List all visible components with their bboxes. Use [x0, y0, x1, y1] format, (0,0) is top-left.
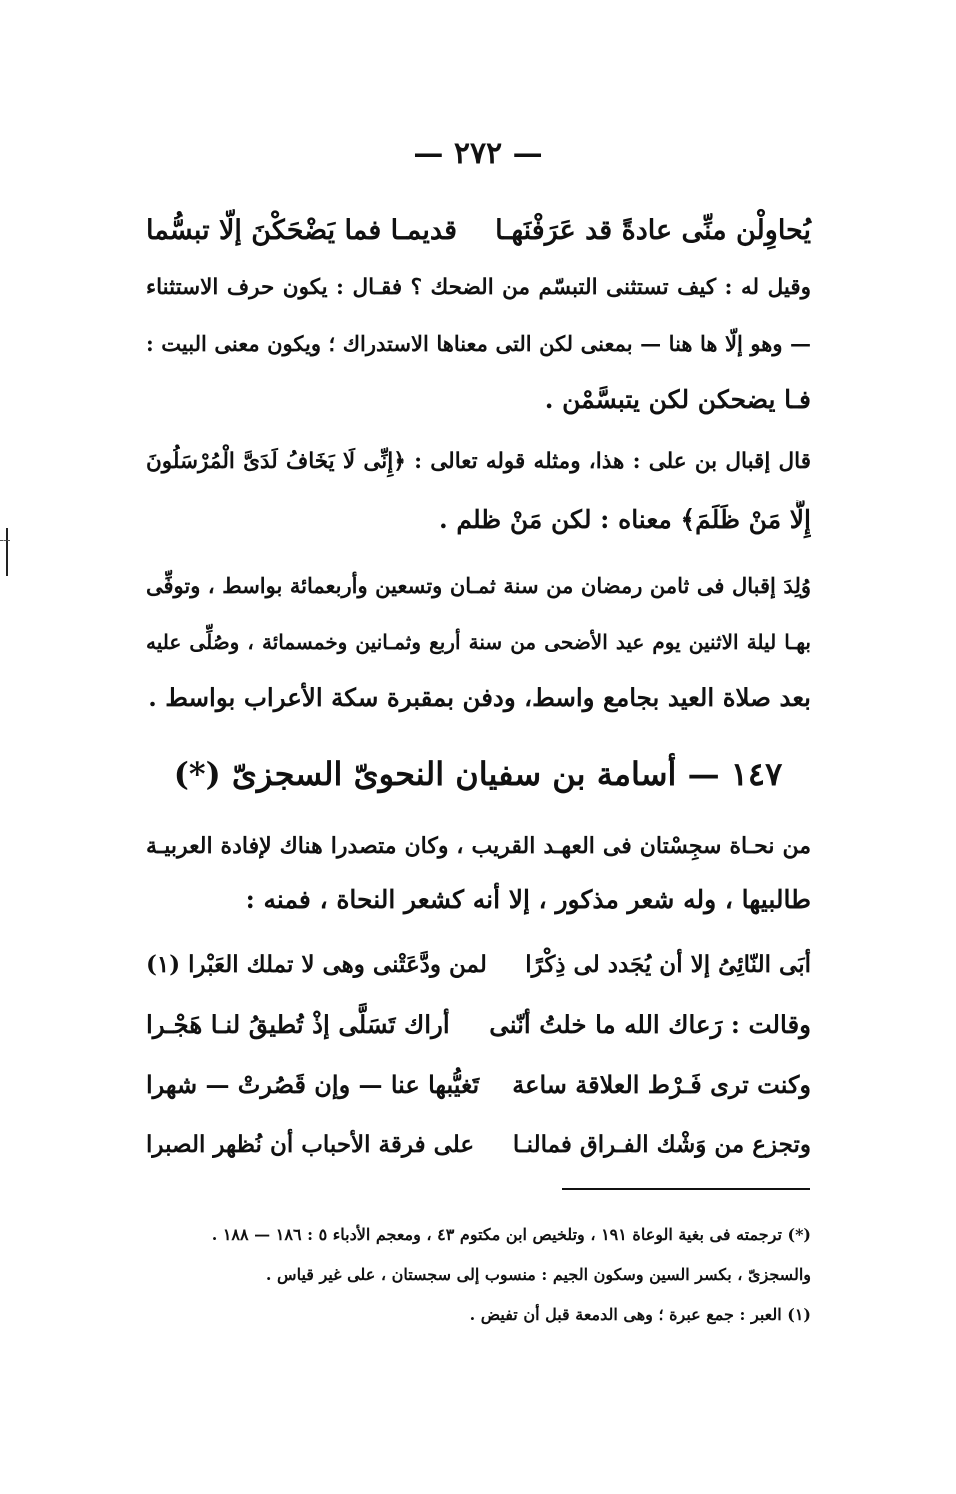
paragraph-line: من نحـاة سجِسْتان فى العهـد القريب ، وكان متصدرا هناك لإفادة العربيـة: [146, 833, 811, 859]
paragraph-line: فـا يضحكن لكن يتبسَّمْن .: [544, 385, 811, 414]
paragraph-line: وُلِدَ إقبال فى ثامن رمضان من سنة ثمـان وتسعين وأربعمائة بواسط ، وتوفِّى: [146, 573, 811, 598]
section-title: ١٤٧ — أسامة بن سفيان النحوىّ السجزىّ (*): [173, 755, 783, 793]
footnote: والسجزىّ ، بكسر السين وسكون الجيم : منسوب إلى سجستان ، على غير قياس .: [265, 1265, 811, 1284]
poem-verse: [146, 1122, 811, 1166]
verse-second-hemistich: تَغيُّبها عنا — وإن قَصُرتْ — شهرا: [146, 1069, 480, 1099]
paragraph-line: بعد صلاة العيد بجامع واسط، ودفن بمقبرة سكة الأعراب بواسط .: [148, 683, 811, 712]
verse-first-hemistich: وتجزع من وَشْك الفـراق فمالنـا: [512, 1130, 811, 1158]
poem-verse: [146, 1002, 811, 1046]
footnote-divider: [562, 1188, 810, 1190]
scan-margin-mark: [6, 528, 8, 576]
scan-margin-tick: [0, 540, 10, 541]
footnote: (١) العبر : جمع عبرة ؛ وهى الدمعة قبل أن تفيض .: [469, 1305, 811, 1324]
footnote: (*) ترجمته فى بغية الوعاة ١٩١ ، وتلخيص ابن مكتوم ٤٣ ، ومعجم الأدباء ٥ : ١٨٦ — ١٨٨ .: [211, 1225, 811, 1244]
paragraph-line: إِلَّا مَنْ ظَلَمَ﴾ معناه : لكن مَنْ ظلم .: [438, 505, 811, 534]
poem-verse: [146, 1062, 811, 1106]
paragraph-line: وقيل له : كيف تستثنى التبسّم من الضحك ؟ فقـال : يكون حرف الاستثناء: [146, 275, 811, 300]
verse-first-hemistich: وكنت ترى فَـرْط العلاقة ساعة: [512, 1069, 811, 1099]
verse-first-hemistich: أبَى النّائِىُ إلا أن يُجَدد لى ذِكْرًا: [525, 950, 811, 978]
paragraph-line: — وهو إلّا ها هنا — بمعنى لكن التى معناها الاستدراك ؛ ويكون معنى البيت :: [146, 331, 811, 356]
verse-second-hemistich: قديمـا فما يَضْحَكْنَ إلّا تبسُّما: [146, 214, 457, 246]
verse-second-hemistich: أراك تَسَلَّى إذْ تُطيقُ لنـا هَجْـرا: [146, 1009, 450, 1039]
poem-verse: [146, 942, 811, 986]
verse-first-hemistich: وقالت : رَعاك الله ما خلتُ أنّنى: [489, 1009, 811, 1039]
paragraph-line: بهـا ليلة الاثنين يوم عيد الأضحى من سنة أربع وثمـانين وخمسمائة ، وصُلِّى عليه: [146, 630, 811, 654]
verse-first-hemistich: يُحاوِلْن منِّى عادةً قد عَرَفْنَهـا: [495, 214, 811, 246]
paragraph-line: قال إقبال بن على : هذا، ومثله قوله تعالى : ﴿إِنِّى لَا يَخَافُ لَدَىَّ الْمُرْسَلُونَ: [146, 449, 811, 474]
paragraph-line: طالبيها ، وله شعر مذكور ، إلا أنه كشعر النحاة ، فمنه :: [245, 885, 811, 914]
page-number: — ٢٧٢ —: [413, 136, 543, 171]
verse-second-hemistich: على فرقة الأحباب أن نُظهر الصبرا: [146, 1130, 475, 1158]
verse-second-hemistich: لمن ودَّعَتْنى وهى لا تملك العَبْرا (١): [146, 950, 487, 978]
opening-verse: [146, 208, 811, 252]
